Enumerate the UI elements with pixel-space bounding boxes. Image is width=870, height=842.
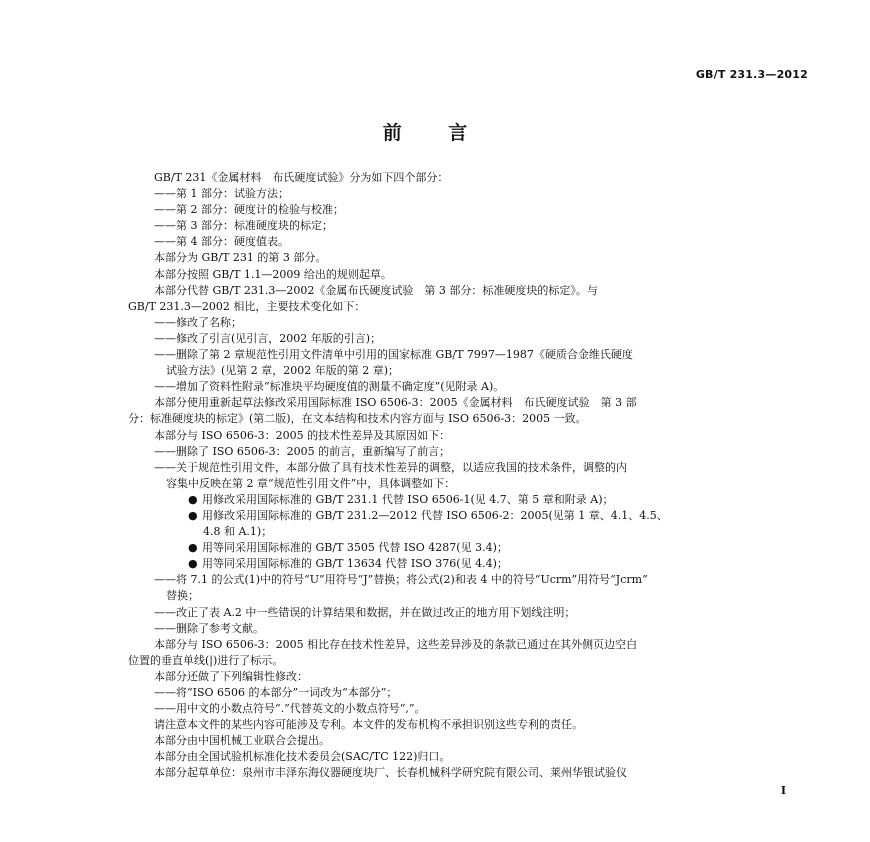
bullet-text: 用修改采用国际标准的 GB/T 231.1 代替 ISO 6506-1(见 4.7、第 5 章和附录 A)； xyxy=(202,492,614,506)
paragraph-continuation: 位置的垂直单线(|)进行了标示。 xyxy=(128,653,284,667)
bullet-icon: ● xyxy=(188,492,198,506)
paragraph-line: 本部分由全国试验机标准化技术委员会(SAC/TC 122)归口。 xyxy=(154,750,451,764)
paragraph-line: ——第 3 部分：标准硬度块的标定； xyxy=(154,219,333,233)
paragraph-line: 本部分使用重新起草法修改采用国际标准 ISO 6506-3：2005《金属材料 布氏硬度试验 第 3 部 xyxy=(154,396,637,410)
paragraph-line: ——删除了 ISO 6506-3：2005 的前言，重新编写了前言； xyxy=(154,444,451,458)
bullet-text: 用修改采用国际标准的 GB/T 231.2—2012 代替 ISO 6506-2：2005(见第 1 章、4.1、4.5、 xyxy=(202,508,668,522)
paragraph-line: ——增加了资料性附录“标准块平均硬度值的测量不确定度”(见附录 A)。 xyxy=(154,380,505,394)
paragraph-line: 本部分与 ISO 6506-3：2005 相比存在技术性差异，这些差异涉及的条款已通过在其外侧页边空白 xyxy=(154,637,638,651)
paragraph-line: ——将“ISO 6506 的本部分”一词改为“本部分”； xyxy=(154,686,398,699)
paragraph-line: ——第 4 部分：硬度值表。 xyxy=(154,235,289,249)
bullet-continuation: 4.8 和 A.1)； xyxy=(203,525,273,539)
paragraph-line: ——第 2 部分：硬度计的检验与校准； xyxy=(154,203,344,217)
page-number: I xyxy=(780,784,786,797)
paragraph-line: 本部分还做了下列编辑性修改： xyxy=(154,669,308,683)
item-continuation: 容集中反映在第 2 章“规范性引用文件”中，具体调整如下： xyxy=(166,476,456,490)
paragraph-continuation: GB/T 231.3—2002 相比，主要技术变化如下： xyxy=(128,299,366,313)
bullet-text: 用等同采用国际标准的 GB/T 13634 代替 ISO 376(见 4.4)； xyxy=(202,557,508,571)
paragraph-line: ——修改了引言(见引言，2002 年版的引言)； xyxy=(154,331,382,345)
bullet-item xyxy=(148,508,810,524)
bullet-icon: ● xyxy=(188,541,198,555)
bullet-item xyxy=(148,556,810,572)
paragraph-line: ——删除了第 2 章规范性引用文件清单中引用的国家标准 GB/T 7997—1987《硬质合金维氏硬度 xyxy=(154,348,633,362)
bullet-item xyxy=(148,492,810,508)
bullet-text: 用等同采用国际标准的 GB/T 3505 代替 ISO 4287(见 3.4)； xyxy=(202,541,508,555)
paragraph-line: 本部分与 ISO 6506-3：2005 的技术性差异及其原因如下： xyxy=(154,428,451,442)
paragraph-line: 本部分按照 GB/T 1.1—2009 给出的规则起草。 xyxy=(154,267,392,281)
paragraph-line: 本部分代替 GB/T 231.3—2002《金属布氏硬度试验 第 3 部分：标准硬度块的标定》。与 xyxy=(154,283,598,297)
bullet-icon: ● xyxy=(188,557,198,571)
paragraph-line: 本部分为 GB/T 231 的第 3 部分。 xyxy=(154,251,327,265)
standard-number: GB/T 231.3—2012 xyxy=(695,68,808,81)
paragraph-line: 请注意本文件的某些内容可能涉及专利。本文件的发布机构不承担识别这些专利的责任。 xyxy=(154,718,583,732)
paragraph-line: ——删除了参考文献。 xyxy=(154,621,264,635)
paragraph-line: ——关于规范性引用文件，本部分做了具有技术性差异的调整，以适应我国的技术条件，调整的内 xyxy=(154,460,627,474)
paragraph-line: ——第 1 部分：试验方法； xyxy=(154,187,289,201)
paragraph-line: ——改正了表 A.2 中一些错误的计算结果和数据，并在做过改正的地方用下划线注明； xyxy=(154,605,576,619)
page-title: 前 言 xyxy=(382,122,488,144)
foreword-body xyxy=(128,170,810,782)
item-continuation: 试验方法》(见第 2 章，2002 年版的第 2 章)； xyxy=(166,364,400,378)
item-continuation: 替换； xyxy=(166,589,199,603)
bullet-item xyxy=(148,540,810,556)
paragraph-line: 本部分起草单位：泉州市丰泽东海仪器硬度块厂、长春机械科学研究院有限公司、莱州华银试验仪 xyxy=(154,766,627,780)
paragraph-line: 本部分由中国机械工业联合会提出。 xyxy=(154,734,330,748)
paragraph-line: ——修改了名称； xyxy=(154,315,242,329)
bullet-icon: ● xyxy=(188,508,198,522)
paragraph-line: ——用中文的小数点符号“.”代替英文的小数点符号“,”。 xyxy=(154,702,426,716)
paragraph-line: ——将 7.1 的公式(1)中的符号“U”用符号“J”替换；将公式(2)和表 4 中的符号“Ucrm”用符号“Jcrm” xyxy=(154,573,648,587)
paragraph-line: GB/T 231《金属材料 布氏硬度试验》分为如下四个部分： xyxy=(154,171,449,184)
paragraph-continuation: 分：标准硬度块的标定》(第二版)，在文本结构和技术内容方面与 ISO 6506-3：2005 一致。 xyxy=(128,412,587,426)
